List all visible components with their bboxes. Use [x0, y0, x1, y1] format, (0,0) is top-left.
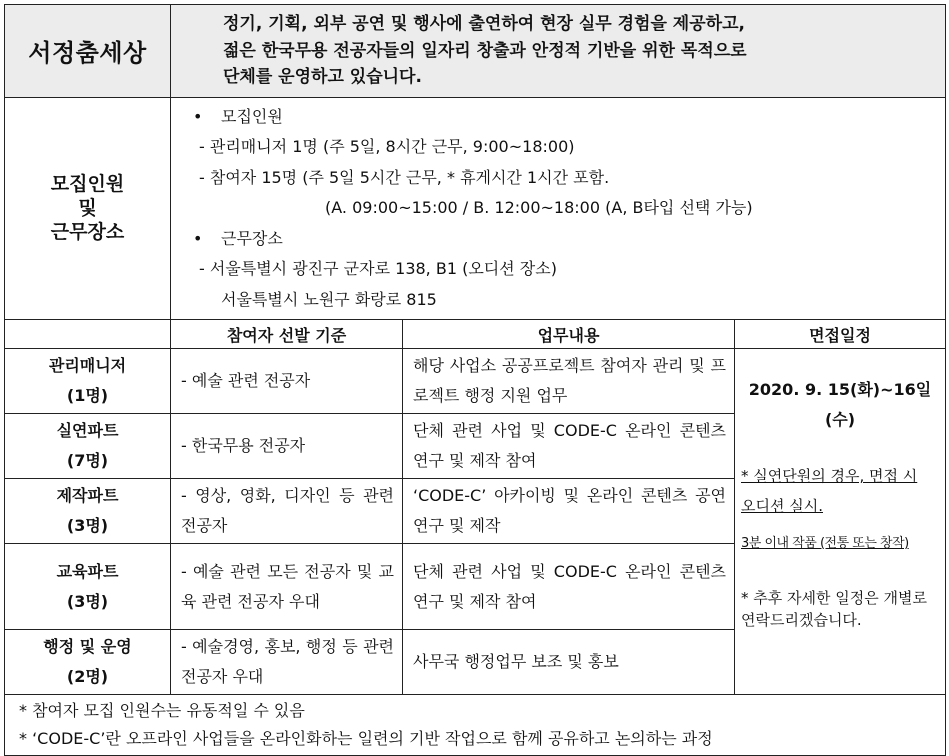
header-duties: 업무내용 — [403, 320, 735, 349]
org-name: 서정춤세상 — [5, 5, 171, 98]
role-count: (2명) — [66, 667, 109, 686]
role-cell — [5, 544, 171, 630]
criteria-cell: - 영상, 영화, 디자인 등 관련 전공자 — [171, 479, 403, 544]
intro-line-3: 단체를 운영하고 있습니다. — [223, 67, 422, 87]
role-count: (3명) — [66, 516, 109, 535]
header-criteria: 참여자 선발 기준 — [171, 320, 403, 349]
recruit-label-line-1: 모집인원 — [50, 173, 125, 196]
location-line-2: 서울특별시 노원구 화랑로 815 — [221, 289, 437, 309]
bullet-work-location-text: 근무장소 — [221, 228, 283, 248]
location-line-1: - 서울특별시 광진구 군자로 138, B1 (오디션 장소) — [199, 259, 557, 278]
schedule-followup-note: * 추후 자세한 일정은 개별로 연락드리겠습니다. — [741, 589, 927, 629]
audition-note-line-2: 오디션 실시. — [741, 497, 823, 515]
recruit-label-line-2: 및 — [78, 197, 97, 220]
manager-count-line: - 관리매니저 1명 (주 5일, 8시간 근무, 9:00~18:00) — [199, 137, 575, 156]
intro-line-1: 정기, 기획, 외부 공연 및 행사에 출연하여 현장 실무 경험을 제공하고, — [223, 14, 745, 34]
role-count: (7명) — [66, 451, 109, 470]
bullet-glyph: • — [193, 106, 203, 126]
bullet-recruit-count — [185, 102, 939, 133]
criteria-cell: - 예술 관련 모든 전공자 및 교육 관련 전공자 우대 — [171, 544, 403, 630]
role-name: 교육파트 — [56, 561, 119, 581]
role-cell — [5, 414, 171, 479]
role-count: (1명) — [66, 386, 109, 405]
criteria-cell: - 예술경영, 홍보, 행정 등 관련 전공자 우대 — [171, 630, 403, 695]
criteria-cell: - 예술 관련 전공자 — [171, 349, 403, 414]
shift-types-line: (A. 09:00~15:00 / B. 12:00~18:00 (A, B타입 선택 가능) — [325, 198, 753, 217]
org-intro — [171, 5, 946, 98]
footnote-2: * ‘CODE-C’란 오프라인 사업들을 온라인화하는 일련의 기반 작업으로 함께 공유하고 논의하는 과정 — [19, 729, 713, 748]
audition-note — [741, 461, 939, 521]
audition-piece-note: 3분 이내 작품 (전통 또는 창작) — [741, 536, 909, 551]
recruit-label — [5, 97, 171, 320]
role-name: 제작파트 — [56, 486, 119, 505]
header-empty-cell — [5, 320, 171, 349]
role-count: (3명) — [66, 591, 109, 611]
recruit-details — [171, 97, 946, 320]
audition-note-line-1: * 실연단원의 경우, 면접 시 — [741, 467, 918, 485]
table-row — [5, 349, 946, 414]
duties-cell: 단체 관련 사업 및 CODE-C 온라인 콘텐츠 연구 및 제작 참여 — [403, 544, 735, 630]
role-name: 실연파트 — [56, 421, 119, 440]
duties-cell: 단체 관련 사업 및 CODE-C 온라인 콘텐츠 연구 및 제작 참여 — [403, 414, 735, 479]
recruit-label-line-3: 근무장소 — [50, 221, 125, 244]
bullet-glyph: • — [193, 228, 203, 248]
intro-line-2: 젊은 한국무용 전공자들의 일자리 창출과 안정적 기반을 위한 목적으로 — [223, 40, 747, 61]
role-name: 관리매니저 — [48, 356, 127, 375]
duties-cell: 사무국 행정업무 보조 및 홍보 — [403, 630, 735, 695]
participant-count-line: - 참여자 15명 (주 5일 5시간 근무, * 휴게시간 1시간 포함. — [199, 167, 610, 187]
recruitment-table — [4, 4, 946, 756]
criteria-cell: - 한국무용 전공자 — [171, 414, 403, 479]
duties-cell: 해당 사업소 공공프로젝트 참여자 관리 및 프로젝트 행정 지원 업무 — [403, 349, 735, 414]
role-cell — [5, 630, 171, 695]
footnote-1: * 참여자 모집 인원수는 유동적일 수 있음 — [19, 701, 305, 720]
footnotes — [5, 695, 946, 756]
bullet-work-location — [185, 224, 939, 255]
role-cell — [5, 479, 171, 544]
bullet-recruit-count-text: 모집인원 — [221, 106, 283, 126]
schedule-cell — [735, 349, 946, 695]
role-cell — [5, 349, 171, 414]
duties-cell: ‘CODE-C’ 아카이빙 및 온라인 콘텐츠 공연 연구 및 제작 — [403, 479, 735, 544]
header-schedule: 면접일정 — [735, 320, 946, 349]
role-name: 행정 및 운영 — [43, 637, 132, 656]
interview-date: 2020. 9. 15(화)~16일(수) — [748, 380, 932, 429]
